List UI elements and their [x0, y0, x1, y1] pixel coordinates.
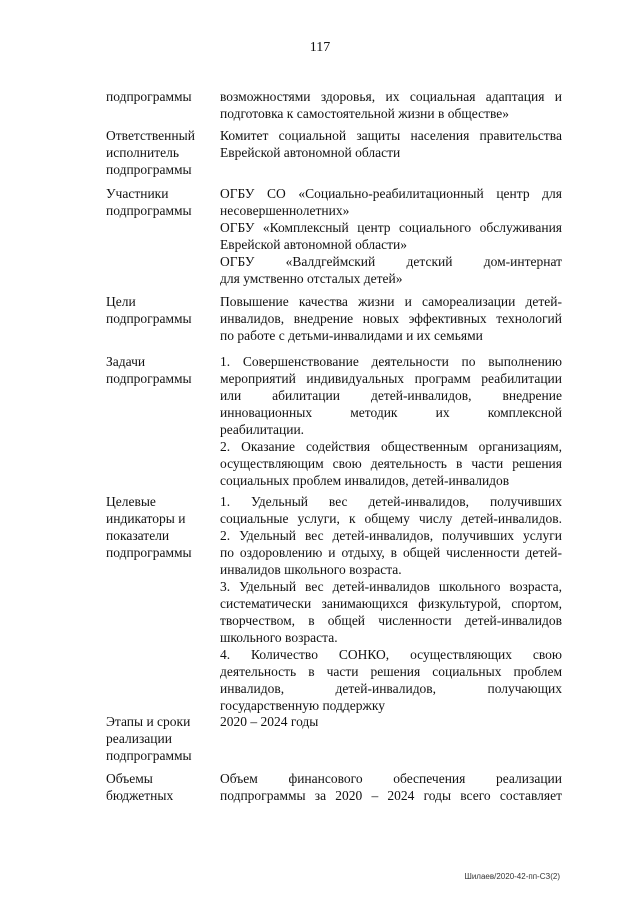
row-value: ОГБУ СО «Социально-реабилитационный центр для несовершеннолетних» ОГБУ «Комплексный центр социального обслуживания Еврейской автономной области» ОГБУ «Валдгеймский детский дом-интернат для умственно отсталых детей»	[220, 186, 562, 286]
row-value: возможностями здоровья, их социальная адаптация и подготовка к самостоятельной жизни в обществе»	[220, 89, 562, 121]
row-label: Целевые индикаторы и показатели подпрограммы	[106, 494, 192, 560]
row-label: Объемы бюджетных	[106, 771, 174, 803]
row-label: Задачи подпрограммы	[106, 354, 192, 386]
row-label: Участники подпрограммы	[106, 186, 192, 218]
row-value: Объем финансового обеспечения реализации подпрограммы за 2020 – 2024 годы всего составляет	[220, 771, 562, 803]
row-label: подпрограммы	[106, 89, 192, 104]
row-value: Комитет социальной защиты населения правительства Еврейской автономной области	[220, 128, 562, 160]
footer-stamp: Шилаев/2020-42-пп-СЗ(2)	[464, 872, 560, 881]
row-value: 1. Совершенствование деятельности по выполнению мероприятий индивидуальных программ реабилитации или абилитации детей-инвалидов, внедрение инновационных методик их комплексной реабилитации. 2. Оказание содействия общественным организациям, осуществляющим свою деятельность в части решения социальных проблем инвалидов, детей-инвалидов	[220, 354, 562, 488]
row-label: Этапы и сроки реализации подпрограммы	[106, 714, 192, 763]
row-value: 1. Удельный вес детей-инвалидов, получивших социальные услуги, к общему числу детей-инвалидов. 2. Удельный вес детей-инвалидов, получивших услуги по оздоровлению и отдыху, в общей численности детей- инвалидов школьного возраста. 3. Удельный вес детей-инвалидов школьного возраста, систематически занимающихся физкультурой, спортом, творчеством, в общей численности детей-инвалидов школьного возраста. 4. Количество СОНКО, осуществляющих свою деятельность в части решения социальных проблем инвалидов, детей-инвалидов, получающих государственную поддержку	[220, 494, 562, 713]
row-label: Ответственный исполнитель подпрограммы	[106, 128, 195, 177]
row-value: Повышение качества жизни и самореализации детей- инвалидов, внедрение новых эффективных технологий по работе с детьми-инвалидами и их семьями	[220, 294, 562, 343]
row-label: Цели подпрограммы	[106, 294, 192, 326]
row-value: 2020 – 2024 годы	[220, 714, 319, 729]
page-number: 117	[309, 40, 331, 55]
